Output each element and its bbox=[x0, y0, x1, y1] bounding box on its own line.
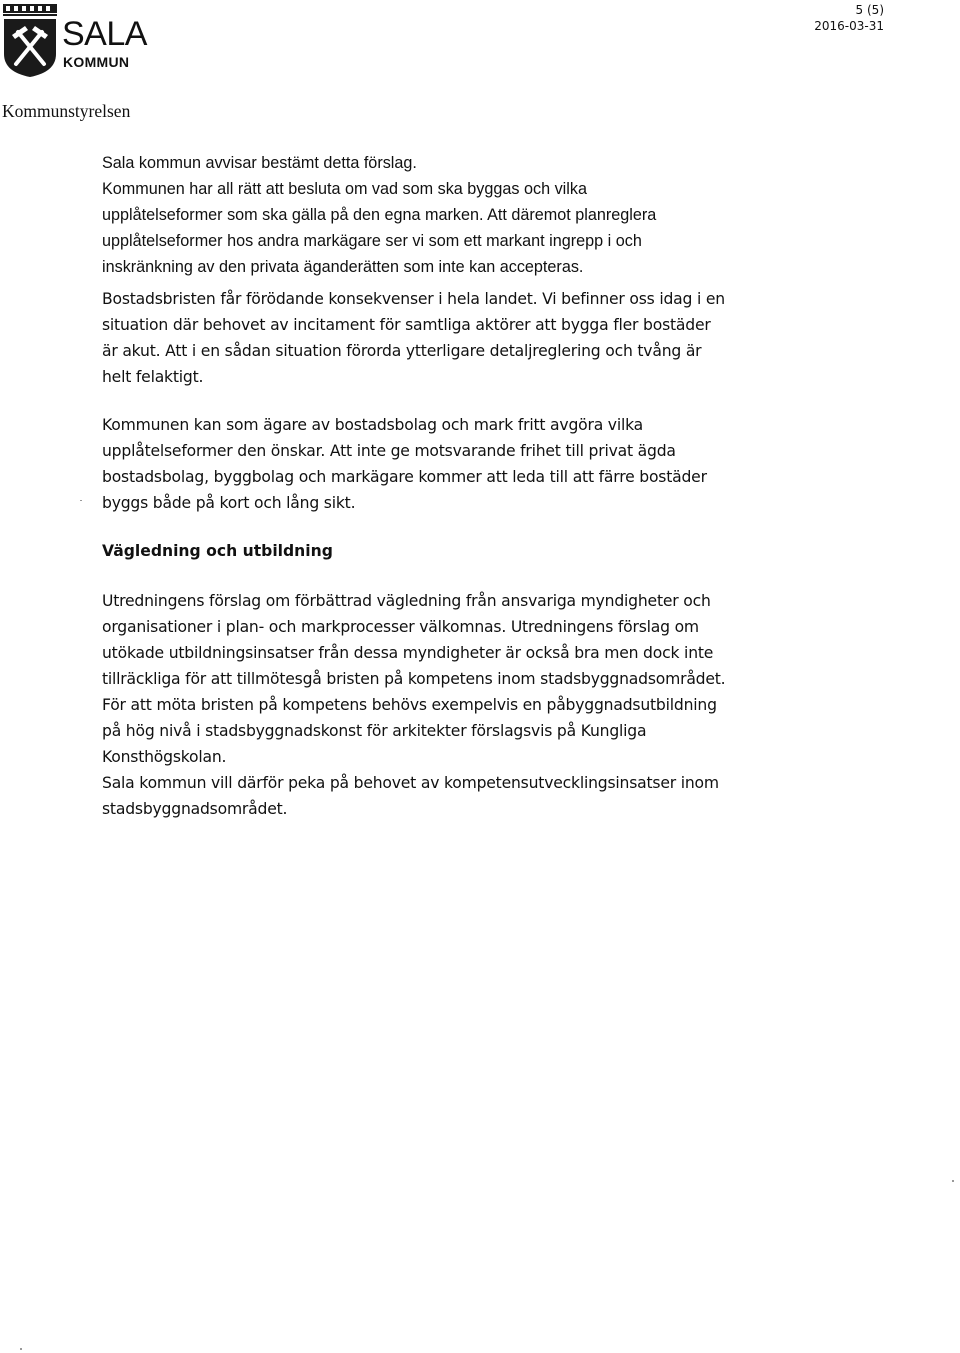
text-line: inskränkning av den privata äganderätten som inte kan accepteras. bbox=[102, 258, 584, 276]
text-line: För att möta bristen på kompetens behövs exempelvis en påbyggnadsutbildning bbox=[102, 696, 717, 714]
text-line: utökade utbildningsinsatser från dessa myndigheter är också bra men dock inte bbox=[102, 644, 714, 662]
text-line: stadsbyggnadsområdet. bbox=[102, 800, 288, 818]
text-line: på hög nivå i stadsbyggnadskonst för arkitekter förslagsvis på Kungliga bbox=[102, 722, 647, 740]
coat-of-arms-icon bbox=[2, 2, 58, 78]
section-heading: Vägledning och utbildning bbox=[102, 542, 333, 560]
page-number: 5 (5) bbox=[855, 3, 884, 17]
text-line: Konsthögskolan. bbox=[102, 748, 227, 766]
document-date: 2016-03-31 bbox=[814, 19, 884, 33]
scan-speck bbox=[80, 500, 82, 501]
department-name: Kommunstyrelsen bbox=[2, 101, 131, 121]
text-line: Sala kommun avvisar bestämt detta förslag. bbox=[102, 154, 417, 172]
paragraph-housing-shortage bbox=[102, 286, 802, 390]
paragraph-rejection bbox=[102, 150, 802, 280]
text-line: situation där behovet av incitament för samtliga aktörer att bygga fler bostäder bbox=[102, 316, 711, 334]
document-body bbox=[102, 150, 802, 822]
text-line: Kommunen har all rätt att besluta om vad som ska byggas och vilka bbox=[102, 180, 587, 198]
text-line: upplåtelseformer hos andra markägare ser vi som ett markant ingrepp i och bbox=[102, 232, 642, 250]
logo-name: SALA bbox=[62, 15, 147, 53]
text-line: Kommunen kan som ägare av bostadsbolag och mark fritt avgöra vilka bbox=[102, 416, 644, 434]
text-line: helt felaktigt. bbox=[102, 368, 204, 386]
text-line: upplåtelseformer den önskar. Att inte ge motsvarande frihet till privat ägda bbox=[102, 442, 676, 460]
text-line: är akut. Att i en sådan situation förorda ytterligare detaljreglering och tvång är bbox=[102, 342, 702, 360]
logo-subtitle: KOMMUN bbox=[63, 54, 130, 70]
municipality-logo bbox=[2, 2, 152, 78]
paragraph-guidance bbox=[102, 588, 802, 822]
scan-speck bbox=[952, 1180, 954, 1182]
text-line: organisationer i plan- och markprocesser välkomnas. Utredningens förslag om bbox=[102, 618, 699, 636]
text-line: Utredningens förslag om förbättrad vägledning från ansvariga myndigheter och bbox=[102, 592, 711, 610]
text-line: tillräckliga för att tillmötesgå bristen på kompetens inom stadsbyggnadsområdet. bbox=[102, 670, 726, 688]
paragraph-ownership bbox=[102, 412, 802, 516]
text-line: Bostadsbristen får förödande konsekvenser i hela landet. Vi befinner oss idag i en bbox=[102, 290, 725, 308]
text-line: Sala kommun vill därför peka på behovet av kompetensutvecklingsinsatser inom bbox=[102, 774, 719, 792]
text-line: bostadsbolag, byggbolag och markägare kommer att leda till att färre bostäder bbox=[102, 468, 707, 486]
text-line: upplåtelseformer som ska gälla på den egna marken. Att däremot planreglera bbox=[102, 206, 657, 224]
text-line: byggs både på kort och lång sikt. bbox=[102, 494, 356, 512]
scan-speck bbox=[20, 1348, 22, 1350]
